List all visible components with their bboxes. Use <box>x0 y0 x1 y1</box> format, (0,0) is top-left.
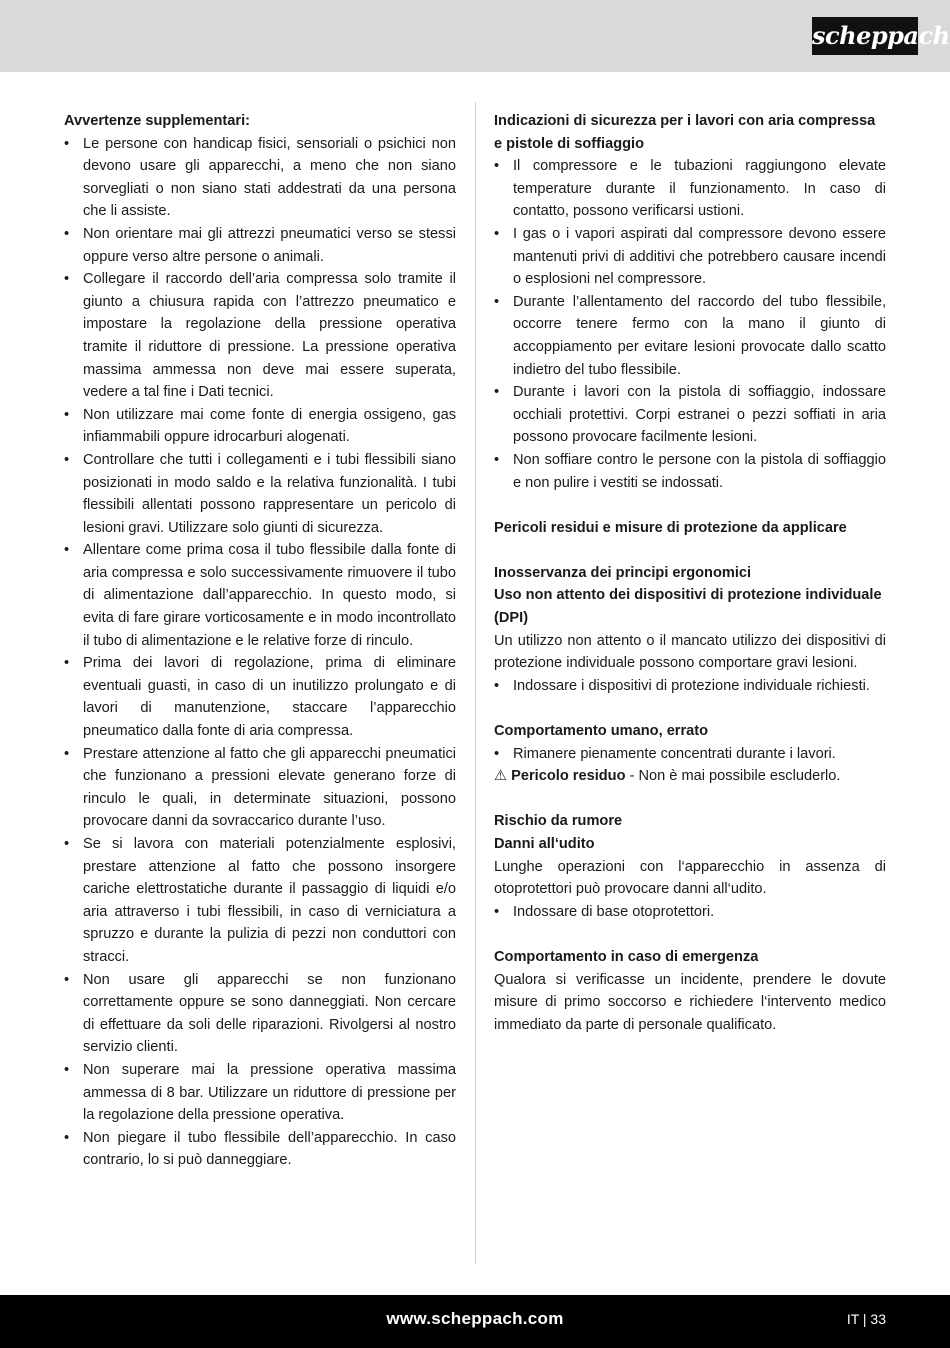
list-item: • Il compressore e le tubazioni raggiungono elevate temperature durante il funzionamento. In caso di contatto, possono verificarsi ustioni. <box>494 155 886 223</box>
list-item: • Durante i lavori con la pistola di soffiaggio, indossare occhiali protettivi. Corpi estranei o pezzi soffiati in aria possono provocare facilmente lesioni. <box>494 381 886 449</box>
list-item: • Non superare mai la pressione operativa massima ammessa di 8 bar. Utilizzare un riduttore di pressione per la regolazione della pressione operativa. <box>64 1059 456 1127</box>
bullet-list <box>494 743 886 766</box>
list-item: • Non soffiare contro le persone con la pistola di soffiaggio e non pulire i vestiti se indossati. <box>494 449 886 494</box>
list-item: • Rimanere pienamente concentrati durante i lavori. <box>494 743 886 766</box>
list-item: • Collegare il raccordo dell’aria compressa solo tramite il giunto a chiusura rapida con l’attrezzo pneumatico e impostare la regolazione della pressione operativa tramite il riduttore di pressione. La pressione operativa massima ammessa non deve mai essere superata, vedere a tal fine i Dati tecnici. <box>64 268 456 404</box>
list-item: • Prima dei lavori di regolazione, prima di eliminare eventuali guasti, in caso di un inutilizzo prolungato e di lavori di manutenzione, staccare l’apparecchio pneumatico dalla fonte di aria compressa. <box>64 652 456 742</box>
section-heading: Pericoli residui e misure di protezione da applicare <box>494 519 847 536</box>
warning-label: Pericolo residuo <box>511 768 626 785</box>
list-item: • I gas o i vapori aspirati dal compressore devono essere mantenuti privi di additivi che potrebbero causare incendi o esplosioni nel compressore. <box>494 223 886 291</box>
header-bar <box>0 0 950 72</box>
section-subheading: Uso non attento dei dispositivi di protezione individuale (DPI) <box>494 587 882 627</box>
paragraph: Un utilizzo non attento o il mancato utilizzo dei dispositivi di protezione individuale possono comportare gravi lesioni. <box>494 632 886 672</box>
bullet-list <box>494 901 886 924</box>
right-column <box>494 110 886 1036</box>
list-item: • Non utilizzare mai come fonte di energia ossigeno, gas infiammabili oppure idrocarburi alogenati. <box>64 404 456 449</box>
list-item: • Non piegare il tubo flessibile dell’apparecchio. In caso contrario, lo si può danneggiare. <box>64 1127 456 1172</box>
section-heading: Comportamento in caso di emergenza <box>494 948 759 965</box>
section-heading: Comportamento umano, errato <box>494 723 709 740</box>
list-item: • Non usare gli apparecchi se non funzionano correttamente oppure se sono danneggiati. Non cercare di effettuare da soli delle riparazioni. Rivolgersi al nostro servizio clienti. <box>64 969 456 1059</box>
section-heading: Avvertenze supplementari: <box>64 113 250 129</box>
residual-risk-warning <box>494 765 886 788</box>
section-subheading: Danni all‘udito <box>494 836 595 852</box>
list-item: • Indossare di base otoprotettori. <box>494 901 886 924</box>
left-column <box>64 110 456 1172</box>
paragraph: Qualora si verificasse un incidente, prendere le dovute misure di primo soccorso e richiedere l‘intervento medico immediato da parte di personale qualificato. <box>494 971 886 1033</box>
bullet-list <box>494 155 886 494</box>
list-item: • Le persone con handicap fisici, sensoriali o psichici non devono usare gli apparecchi, a meno che non siano sorvegliati o non siano stati addestrati da una persona che li assiste. <box>64 133 456 223</box>
list-item: • Allentare come prima cosa il tubo flessibile dalla fonte di aria compressa e solo successivamente rimuovere il tubo di alimentazione dall’apparecchio. In questo modo, si evita di fare girare vorticosamente e in modo incontrollato il tubo di alimentazione e le relative forze di rinculo. <box>64 539 456 652</box>
brand-logo: scheppach <box>812 17 918 55</box>
bullet-list <box>494 675 886 698</box>
list-item: • Controllare che tutti i collegamenti e i tubi flessibili siano posizionati in modo saldo e la relativa funzionalità. I tubi flessibili allentati possono rappresentare un pericolo di lesioni gravi. Utilizzare solo giunti di sicurezza. <box>64 449 456 539</box>
list-item: • Durante l’allentamento del raccordo del tubo flessibile, occorre tenere fermo con la mano il giunto di accoppiamento per evitare lesioni provocate dallo scatto indietro del tubo flessibile. <box>494 291 886 381</box>
website-link[interactable]: www.scheppach.com <box>386 1309 564 1328</box>
section-heading: Indicazioni di sicurezza per i lavori con aria compressa e pistole di soffiaggio <box>494 113 876 152</box>
list-item: • Se si lavora con materiali potenzialmente esplosivi, prestare attenzione al fatto che possono insorgere cariche elettrostatiche durante il passaggio di liquidi e/o aria attraverso i tubi flessibili, in caso di verniciatura a spruzzo e durante la pulizia di pezzi non conduttori con stracci. <box>64 833 456 969</box>
list-item: • Prestare attenzione al fatto che gli apparecchi pneumatici che funzionano a pressioni elevate generano forze di rinculo le quali, in determinate situazioni, possono provocare danni da sovraccarico durante l’uso. <box>64 743 456 833</box>
bullet-list <box>64 133 456 1172</box>
footer-bar <box>0 1295 950 1348</box>
page-number: IT | 33 <box>846 1311 886 1327</box>
list-item: • Non orientare mai gli attrezzi pneumatici verso se stessi oppure verso altre persone o animali. <box>64 223 456 268</box>
list-item: • Indossare i dispositivi di protezione individuale richiesti. <box>494 675 886 698</box>
section-heading: Rischio da rumore <box>494 813 623 830</box>
warning-icon: ⚠ <box>494 768 508 785</box>
paragraph: Lunghe operazioni con l‘apparecchio in assenza di otoprotettori può provocare danni all‘udito. <box>494 858 886 898</box>
column-divider <box>475 102 476 1264</box>
section-heading: Inosservanza dei principi ergonomici <box>494 564 752 581</box>
warning-text: - Non è mai possibile escluderlo. <box>625 768 841 785</box>
